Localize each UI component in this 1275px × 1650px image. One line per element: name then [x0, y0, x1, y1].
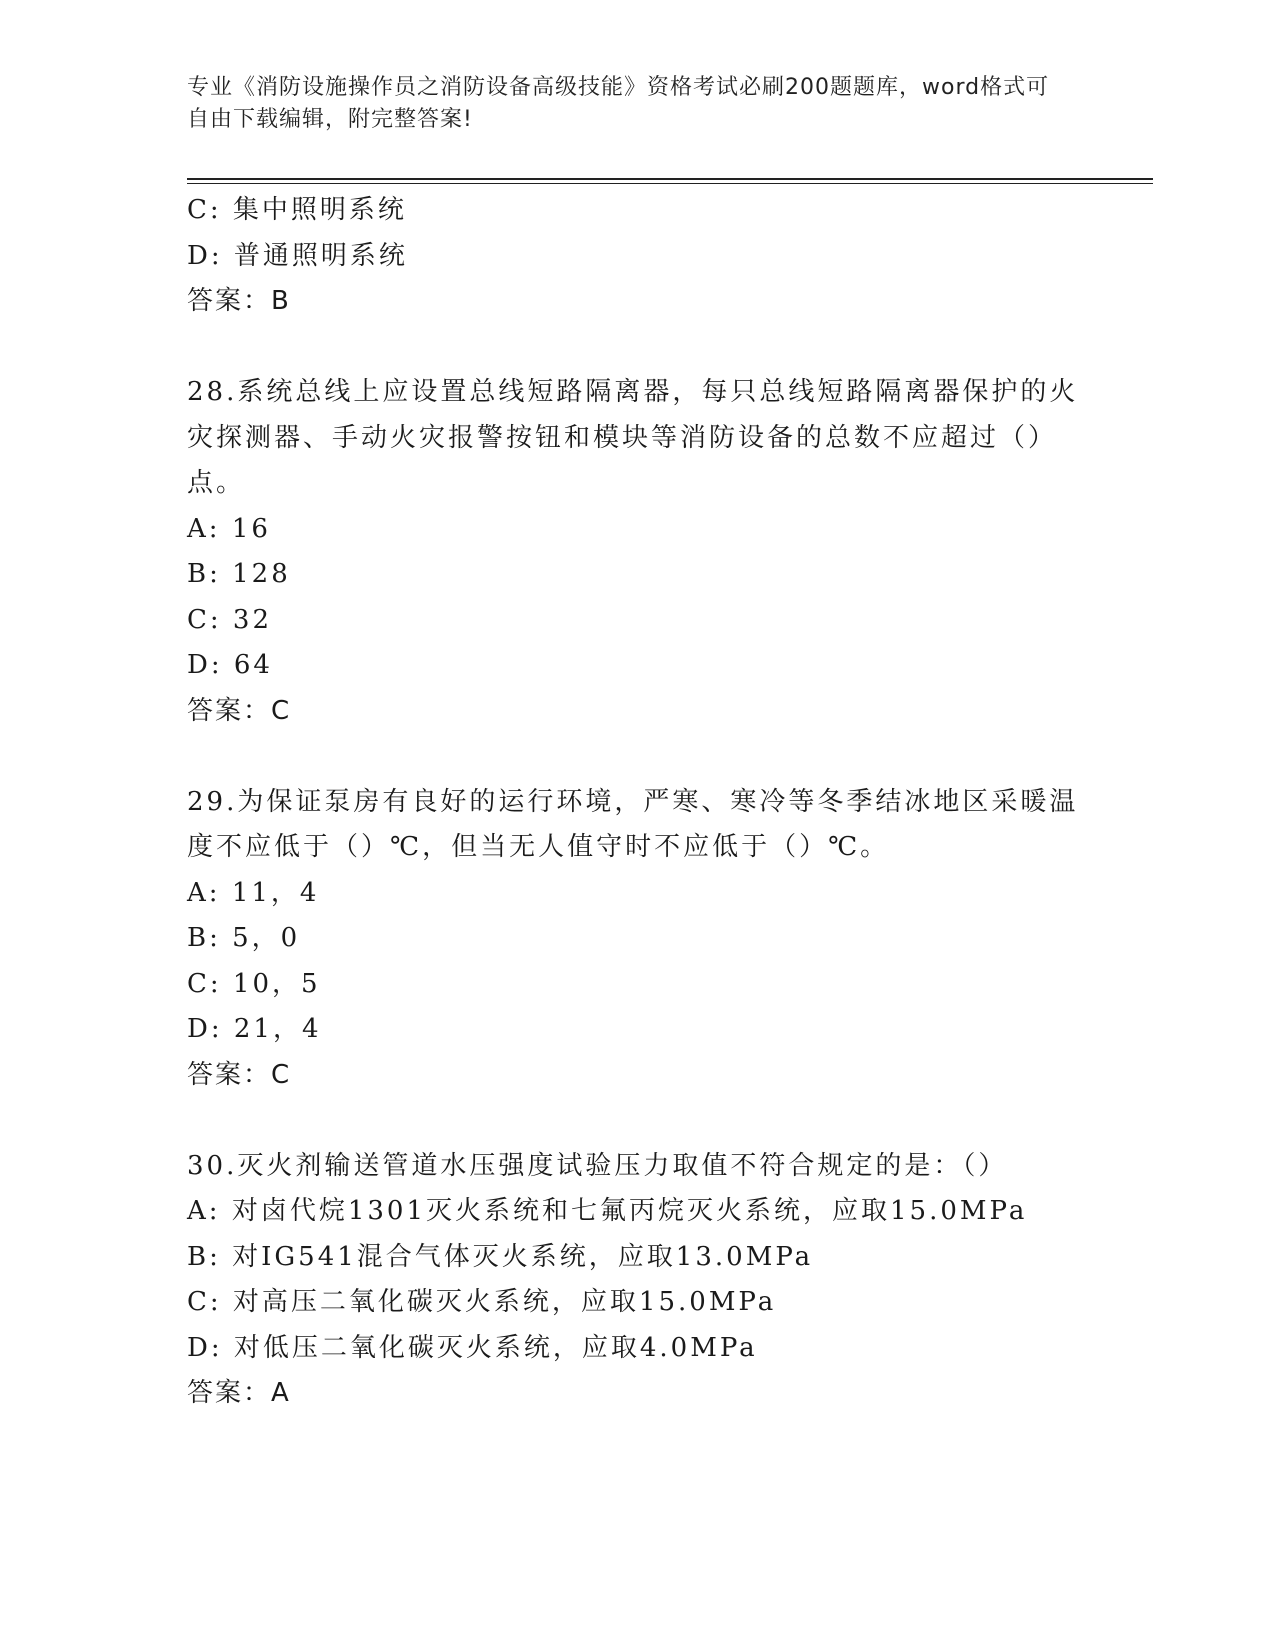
option-label: D: [187, 1014, 223, 1044]
question-text-line: 点。 [187, 468, 246, 498]
document-header: 专业《消防设施操作员之消防设备高级技能》资格考试必刷200题题库，word格式可自由下载编辑，附完整答案! [187, 75, 1050, 132]
question-29 [187, 780, 1087, 1099]
option-label: C: [187, 195, 222, 225]
option-label: D: [187, 240, 223, 271]
answer-line: 答案：A [187, 1378, 291, 1408]
option-text: 10，5 [232, 968, 321, 999]
option-text: 对卤代烷1301灭火系统和七氟丙烷灭火系统，应取15.0MPa [231, 1196, 1028, 1226]
spacer [187, 325, 1087, 371]
option-d [187, 1326, 1087, 1372]
option-text: 16 [231, 513, 271, 544]
header-rule-thick [187, 178, 1153, 180]
option-c [187, 962, 1087, 1008]
option-b [187, 552, 1087, 598]
question-30 [187, 1144, 1087, 1417]
question-text-line: 29.为保证泵房有良好的运行环境，严寒、寒冷等冬季结冰地区采暖温 [187, 786, 1079, 817]
option-label: A: [187, 1196, 221, 1226]
question-text-line: 28.系统总线上应设置总线短路隔离器，每只总线短路隔离器保护的火 [187, 377, 1079, 407]
spacer [187, 734, 1087, 780]
option-text: 普通照明系统 [233, 240, 408, 271]
option-label: C: [187, 604, 222, 635]
question-text-line: 度不应低于（）℃，但当无人值守时不应低于（）℃。 [187, 832, 890, 862]
option-text: 集中照明系统 [232, 195, 407, 225]
question-content [187, 188, 1087, 1417]
option-a [187, 1189, 1087, 1235]
option-text: 64 [233, 650, 273, 680]
answer-line: 答案：C [187, 1059, 292, 1090]
option-label: D: [187, 1332, 223, 1363]
option-label: B: [187, 559, 221, 589]
option-text: 21，4 [233, 1014, 322, 1044]
option-text: 32 [232, 604, 273, 635]
answer-line: 答案：B [187, 286, 291, 316]
option-text: 5，0 [232, 923, 301, 953]
option-b [187, 916, 1087, 962]
option-c [187, 1280, 1087, 1326]
option-a [187, 871, 1087, 917]
option-label: C: [187, 968, 222, 999]
option-text: 对高压二氧化碳灭火系统，应取15.0MPa [232, 1287, 777, 1317]
option-label: C: [187, 1287, 222, 1317]
option-c [187, 598, 1087, 644]
option-label: A: [187, 877, 221, 908]
option-d [187, 643, 1087, 689]
spacer [187, 1098, 1087, 1144]
option-d [187, 234, 1087, 280]
answer-line: 答案：C [187, 695, 292, 726]
option-a [187, 507, 1087, 553]
question-text-line: 30.灭火剂输送管道水压强度试验压力取值不符合规定的是：（） [187, 1150, 1008, 1181]
question-28 [187, 370, 1087, 734]
option-text: 对IG541混合气体灭火系统，应取13.0MPa [232, 1241, 814, 1272]
option-label: A: [187, 513, 221, 544]
option-text: 11，4 [231, 877, 320, 908]
option-label: D: [187, 650, 223, 680]
option-text: 128 [232, 559, 291, 589]
option-label: B: [187, 923, 221, 953]
option-d [187, 1007, 1087, 1053]
question-text-line: 灾探测器、手动火灾报警按钮和模块等消防设备的总数不应超过（） [187, 422, 1058, 453]
option-label: B: [187, 1241, 221, 1272]
header-rule-thin [187, 183, 1153, 184]
question-tail-27 [187, 188, 1087, 325]
option-text: 对低压二氧化碳灭火系统，应取4.0MPa [233, 1332, 758, 1363]
option-b [187, 1235, 1087, 1281]
option-c [187, 188, 1087, 234]
